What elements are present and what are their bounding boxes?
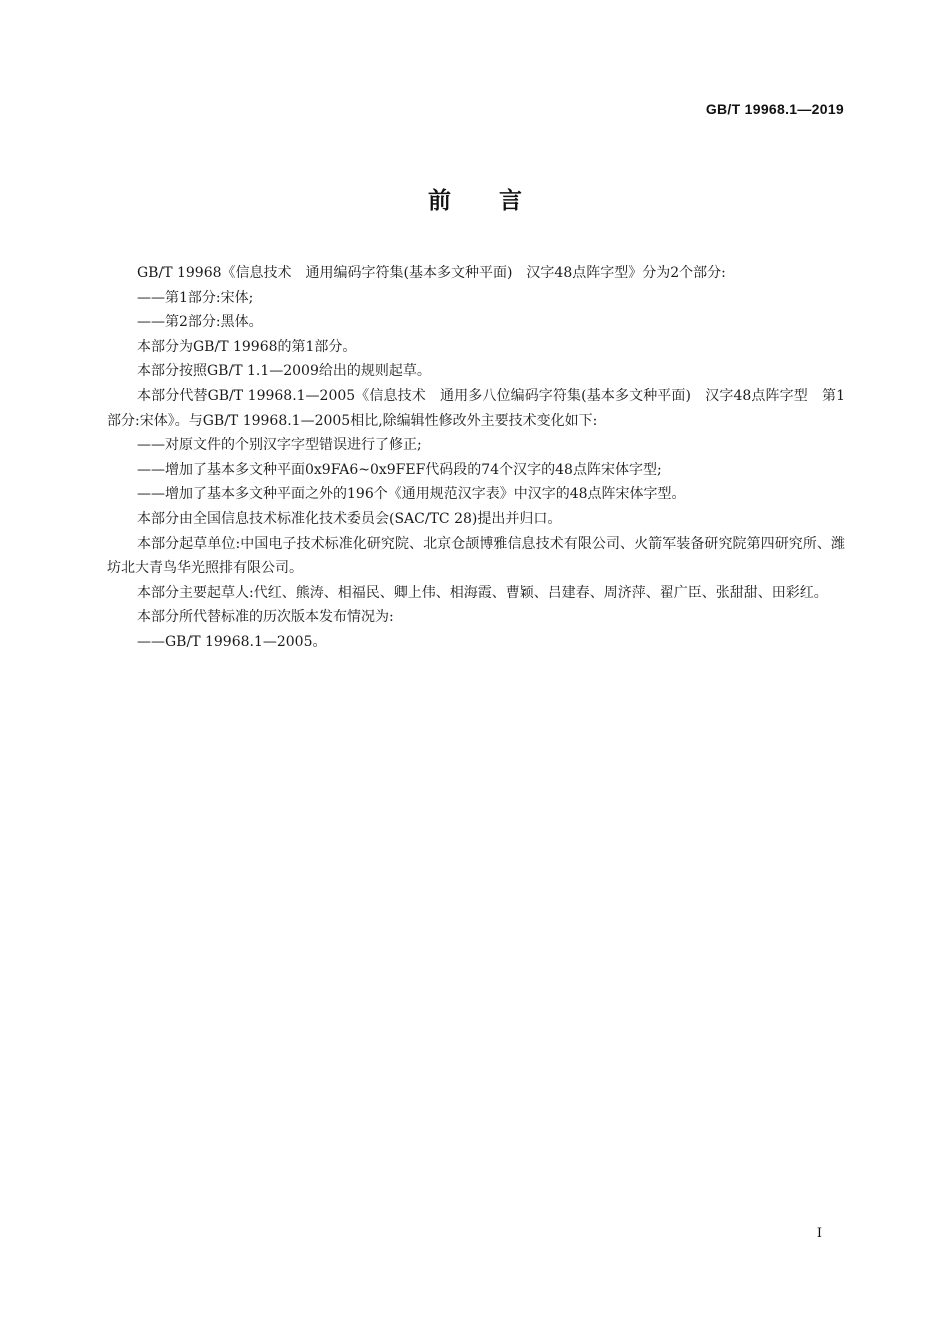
paragraph-history-intro: 本部分所代替标准的历次版本发布情况为:: [137, 609, 394, 626]
standard-number: GB/T 19968.1—2019: [705, 101, 844, 117]
paragraph-parts-intro: GB/T 19968《信息技术 通用编码字符集(基本多文种平面) 汉字48点阵字型》分为2个部分:: [137, 265, 726, 281]
list-item-change-1: ——对原文件的个别汉字字型错误进行了修正;: [137, 437, 422, 454]
paragraph-proposer: 本部分由全国信息技术标准化技术委员会(SAC/TC 28)提出并归口。: [137, 510, 562, 527]
list-item-part-2: ——第2部分:黑体。: [137, 314, 263, 331]
paragraph-drafting-units: 本部分起草单位:中国电子技术标准化研究院、北京仓颉博雅信息技术有限公司、火箭军装备研究院第四研究所、潍坊北大青鸟华光照排有限公司。: [107, 535, 845, 577]
list-item-history-1: ——GB/T 19968.1—2005。: [137, 633, 327, 650]
list-item-change-2: ——增加了基本多文种平面0x9FA6~0x9FEF代码段的74个汉字的48点阵宋体字型;: [137, 461, 662, 478]
list-item-part-1: ——第1部分:宋体;: [137, 289, 254, 306]
paragraph-drafting-rules: 本部分按照GB/T 1.1—2009给出的规则起草。: [137, 363, 431, 380]
page-title: 前言: [428, 188, 570, 214]
paragraph-replacement: 本部分代替GB/T 19968.1—2005《信息技术 通用多八位编码字符集(基本多文种平面) 汉字48点阵字型 第1部分:宋体》。与GB/T 19968.1—2005相比,除编辑性修改外主要技术变化如下:: [107, 387, 845, 429]
foreword-body: [107, 261, 845, 655]
page-number: I: [816, 1226, 822, 1241]
list-item-change-3: ——增加了基本多文种平面之外的196个《通用规范汉字表》中汉字的48点阵宋体字型。: [137, 486, 686, 503]
paragraph-drafters: 本部分主要起草人:代红、熊涛、相福民、卿上伟、相海霞、曹颖、吕建春、周济萍、翟广臣、张甜甜、田彩红。: [137, 584, 828, 601]
paragraph-part-statement: 本部分为GB/T 19968的第1部分。: [137, 338, 357, 355]
